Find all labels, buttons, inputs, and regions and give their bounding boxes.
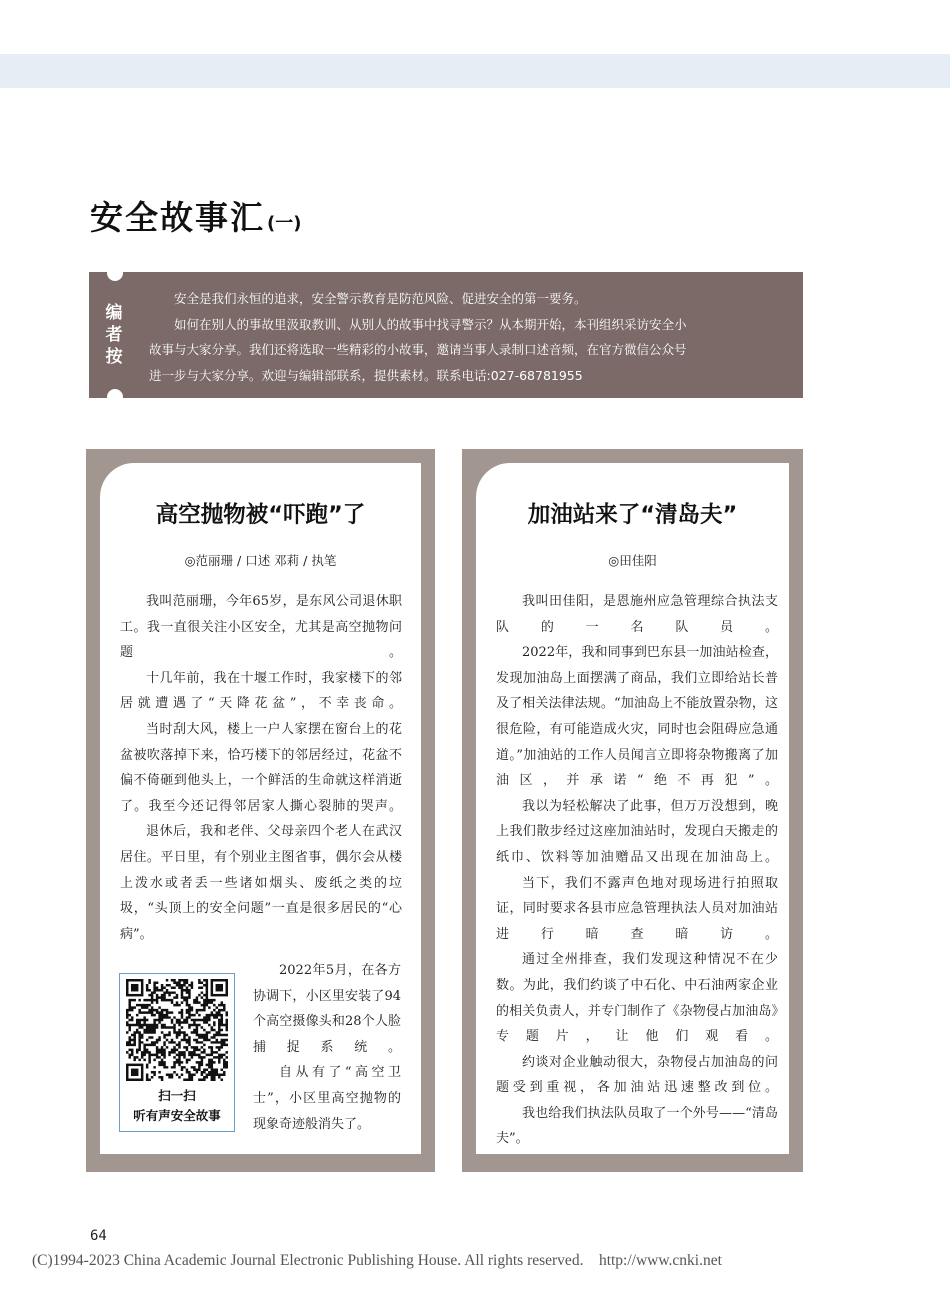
editor-note-label: 编 者 按: [105, 303, 123, 367]
editor-note-paragraph: 如何在别人的事故里汲取教训、从别人的故事中找寻警示？从本期开始，本刊组织采访安全小: [174, 316, 687, 332]
story-paragraph: 我叫范丽珊，今年65岁，是东风公司退休职工。我一直很关注小区安全，尤其是高空抛物问题。: [120, 594, 402, 661]
story-paragraph: 约谈对企业触动很大，杂物侵占加油岛的问题受到重视，各加油站迅速整改到位。: [496, 1054, 778, 1096]
copyright-notice: (C)1994-2023 China Academic Journal Electronic Publishing House. All rights reserved. http://www.cnki.net: [32, 1252, 722, 1269]
story-paragraph: 十几年前，我在十堰工作时，我家楼下的邻居就遭遇了“天降花盆”，不幸丧命。: [120, 670, 402, 712]
story-byline: ◎田佳阳: [608, 553, 657, 568]
story-paragraph: 我以为轻松解决了此事，但万万没想到，晚上我们散步经过这座加油站时，发现白天搬走的纸巾、饮料等加油赠品又出现在加油岛上。: [496, 798, 778, 865]
story-paragraph: 当时刮大风，楼上一户人家摆在窗台上的花盆被吹落掉下来，恰巧楼下的邻居经过，花盆不偏不倚砸到他头上，一个鲜活的生命就这样消逝了。我至今还记得邻居家人撕心裂肺的哭声。: [120, 721, 402, 814]
story-byline: ◎范丽珊 / 口述 邓莉 / 执笔: [184, 553, 337, 568]
story-body-side: [253, 958, 401, 1137]
qr-caption: 扫一扫 听有声安全故事: [133, 1088, 221, 1123]
story-paragraph: 我也给我们执法队员取了一个外号——“清岛夫”。: [496, 1105, 778, 1147]
story-paragraph: 2022年，我和同事到巴东县一加油站检查，发现加油岛上面摆满了商品，我们立即给站长普及了相关法律法规。“加油岛上不能放置杂物，这很危险，有可能造成火灾，同时也会阻碍应急通道。”加油站的工作人员闻言立即将杂物搬离了加油区，并承诺“绝不再犯”。: [496, 645, 778, 789]
editor-note-text: [149, 286, 789, 388]
story-title: 加油站来了“清岛夫”: [527, 502, 738, 528]
qr-code-image[interactable]: [126, 979, 228, 1081]
editor-note-box: [89, 272, 803, 398]
editor-note-paragraph: 进一步与大家分享。欢迎与编辑部联系，提供素材。联系电话:027-68781955: [149, 367, 583, 383]
story-paragraph: 当下，我们不露声色地对现场进行拍照取证，同时要求各县市应急管理执法人员对加油站进行暗查暗访。: [496, 875, 778, 942]
page-number: 64: [90, 1228, 107, 1244]
story-paragraph: 自从有了“高空卫士”，小区里高空抛物的现象奇迹般消失了。: [253, 1065, 401, 1132]
story-body: [496, 589, 778, 1152]
story-card: [476, 463, 789, 1154]
story-paragraph: 通过全州排查，我们发现这种情况不在少数。为此，我们约谈了中石化、中石油两家企业的相关负责人，并专门制作了《杂物侵占加油岛》专题片，让他们观看。: [496, 952, 778, 1045]
editor-note-paragraph: 故事与大家分享。我们还将选取一些精彩的小故事，邀请当事人录制口述音频，在官方微信公众号: [149, 342, 687, 357]
story-panel-right: [462, 449, 803, 1172]
story-body: [120, 589, 402, 947]
story-paragraph: 退休后，我和老伴、父母亲四个老人在武汉居住。平日里，有个别业主图省事，偶尔会从楼上泼水或者丢一些诸如烟头、废纸之类的垃圾，“头顶上的安全问题”一直是很多居民的“心病”。: [120, 824, 402, 942]
story-paragraph: 我叫田佳阳，是恩施州应急管理综合执法支队的一名队员。: [496, 594, 778, 635]
decor-dot: [107, 265, 123, 281]
page-title: 安全故事汇 (一): [90, 198, 302, 237]
editor-note-paragraph: 安全是我们永恒的追求，安全警示教育是防范风险、促进安全的第一要务。: [174, 291, 587, 306]
qr-code-box[interactable]: [119, 973, 235, 1132]
decor-dot: [107, 389, 123, 405]
story-paragraph: 2022年5月，在各方协调下，小区里安装了94个高空摄像头和28个人脸捕捉系统。: [253, 963, 401, 1055]
title-suffix: (一): [267, 213, 302, 234]
header-band: [0, 54, 950, 88]
story-title: 高空抛物被“吓跑”了: [155, 502, 366, 528]
